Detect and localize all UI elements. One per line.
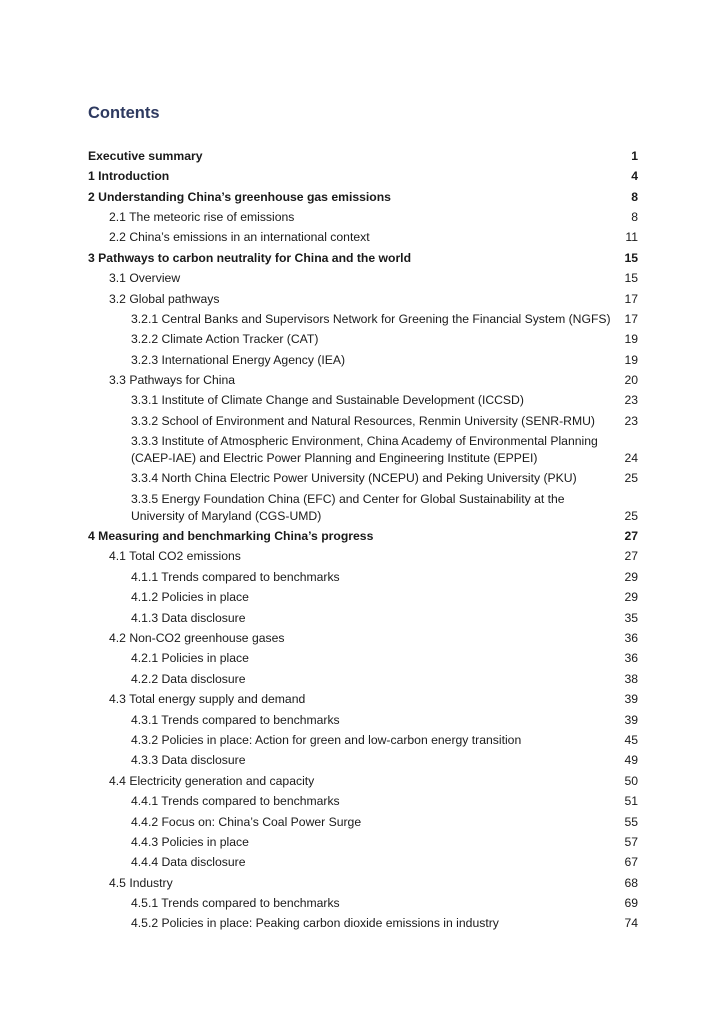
toc-entry-page-number: 8	[631, 209, 638, 224]
toc-entry-page-number: 35	[624, 610, 638, 625]
toc-entry[interactable]	[88, 628, 638, 648]
toc-entry-label: 4.1.3 Data disclosure	[131, 610, 246, 625]
toc-entry-page-number: 19	[624, 332, 638, 347]
toc-entry-page-number: 57	[624, 834, 638, 849]
toc-entry[interactable]	[88, 649, 638, 669]
toc-entry[interactable]	[88, 587, 638, 607]
toc-entry[interactable]	[88, 873, 638, 893]
toc-entry[interactable]	[88, 710, 638, 730]
toc-entry[interactable]	[88, 469, 638, 489]
toc-entry-label: 3.2.1 Central Banks and Supervisors Network for Greening the Financial System (NGFS)	[131, 311, 611, 326]
toc-entry[interactable]	[88, 166, 638, 186]
toc-entry-page-number: 49	[624, 753, 638, 768]
toc-entry-label: 4.1.2 Policies in place	[131, 590, 249, 605]
toc-entry[interactable]	[88, 547, 638, 567]
toc-entry-label: 4.4.2 Focus on: China’s Coal Power Surge	[131, 814, 362, 829]
toc-entry[interactable]	[88, 391, 638, 411]
toc-entry[interactable]	[88, 207, 638, 227]
toc-entry-label: 4.3.2 Policies in place: Action for green and low-carbon energy transition	[131, 732, 522, 747]
toc-entry-label: 4.1 Total CO2 emissions	[109, 549, 241, 564]
toc-entry-page-number: 36	[624, 651, 638, 666]
toc-entry[interactable]	[88, 914, 638, 934]
toc-entry-page-number: 39	[624, 712, 638, 727]
toc-entry-page-number: 25	[624, 471, 638, 486]
toc-entry-label: 4.4.4 Data disclosure	[131, 855, 246, 870]
toc-entry[interactable]	[88, 411, 638, 431]
toc-entry-page-number: 27	[624, 529, 638, 544]
toc-entry[interactable]	[88, 751, 638, 771]
toc-entry-label: 4 Measuring and benchmarking China’s progress	[88, 529, 374, 544]
toc-entry[interactable]	[88, 187, 638, 207]
toc-entry-page-number: 17	[624, 311, 638, 326]
toc-entry[interactable]	[88, 567, 638, 587]
toc-entry-label: 3.2.3 International Energy Agency (IEA)	[131, 352, 346, 367]
toc-entry-label: 3.1 Overview	[109, 271, 181, 286]
toc-entry-label: 3.3 Pathways for China	[109, 373, 236, 388]
toc-entry[interactable]	[88, 689, 638, 709]
toc-entry-page-number: 17	[624, 291, 638, 306]
toc-entry-page-number: 68	[624, 875, 638, 890]
toc-entry-label: 4.4.1 Trends compared to benchmarks	[131, 794, 340, 809]
toc-entry[interactable]	[88, 330, 638, 350]
toc-entry-page-number: 11	[625, 230, 638, 245]
toc-entry-page-number: 20	[624, 373, 638, 388]
toc-entry[interactable]	[88, 248, 638, 268]
toc-entry-page-number: 15	[624, 271, 638, 286]
toc-entry-page-number: 69	[624, 896, 638, 911]
toc-entry-page-number: 8	[631, 189, 638, 204]
toc-entry-label: 4.4.3 Policies in place	[131, 834, 249, 849]
toc-entry[interactable]	[88, 268, 638, 288]
toc-entry-page-number: 74	[624, 916, 638, 931]
toc-entry[interactable]	[88, 431, 638, 468]
toc-entry-label: 3.3.4 North China Electric Power University (NCEPU) and Peking University (PKU)	[131, 471, 577, 486]
contents-heading: Contents	[88, 104, 160, 122]
toc-entry-label: 4.3 Total energy supply and demand	[109, 692, 306, 707]
toc-entry-label: 2 Understanding China’s greenhouse gas emissions	[88, 189, 391, 204]
toc-entry-label: 4.5 Industry	[109, 875, 173, 890]
toc-entry-page-number: 55	[624, 814, 638, 829]
toc-entry[interactable]	[88, 350, 638, 370]
toc-entry[interactable]	[88, 893, 638, 913]
toc-entry-label: 3.3.5 Energy Foundation China (EFC) and Center for Global Sustainability at the University of Maryland (CGS-UMD)	[131, 491, 565, 523]
toc-entry-label: 4.2 Non-CO2 greenhouse gases	[109, 630, 285, 645]
toc-entry[interactable]	[88, 489, 638, 526]
table-of-contents	[88, 146, 638, 934]
toc-entry[interactable]	[88, 812, 638, 832]
toc-entry-label: 3 Pathways to carbon neutrality for China and the world	[88, 250, 412, 265]
toc-entry-page-number: 23	[624, 413, 638, 428]
toc-entry[interactable]	[88, 608, 638, 628]
toc-entry-label: 3.3.1 Institute of Climate Change and Sustainable Development (ICCSD)	[131, 393, 524, 408]
toc-entry-page-number: 23	[624, 393, 638, 408]
toc-entry-label: 3.3.2 School of Environment and Natural Resources, Renmin University (SENR-RMU)	[131, 413, 595, 428]
toc-entry-label: 4.3.1 Trends compared to benchmarks	[131, 712, 340, 727]
toc-entry-page-number: 50	[624, 773, 638, 788]
toc-entry-page-number: 24	[624, 451, 638, 466]
toc-entry[interactable]	[88, 791, 638, 811]
toc-entry-page-number: 36	[624, 630, 638, 645]
toc-entry-page-number: 29	[624, 590, 638, 605]
toc-entry-page-number: 38	[624, 671, 638, 686]
toc-entry[interactable]	[88, 526, 638, 546]
toc-entry-page-number: 27	[624, 549, 638, 564]
toc-entry-label: 4.3.3 Data disclosure	[131, 753, 246, 768]
toc-entry-label: 4.4 Electricity generation and capacity	[109, 773, 315, 788]
toc-entry[interactable]	[88, 730, 638, 750]
toc-entry-label: 1 Introduction	[88, 169, 170, 184]
toc-entry[interactable]	[88, 289, 638, 309]
toc-entry-label: Executive summary	[88, 148, 203, 163]
toc-entry[interactable]	[88, 832, 638, 852]
toc-entry-label: 3.2 Global pathways	[109, 291, 220, 306]
toc-entry[interactable]	[88, 669, 638, 689]
toc-entry-label: 2.1 The meteoric rise of emissions	[109, 209, 295, 224]
toc-entry-label: 4.5.1 Trends compared to benchmarks	[131, 896, 340, 911]
toc-entry-label: 4.2.1 Policies in place	[131, 651, 249, 666]
toc-entry-page-number: 19	[624, 352, 638, 367]
toc-entry-page-number: 45	[624, 732, 638, 747]
toc-entry-page-number: 15	[624, 250, 638, 265]
toc-entry-page-number: 4	[631, 169, 638, 184]
toc-entry-label: 4.5.2 Policies in place: Peaking carbon dioxide emissions in industry	[131, 916, 499, 931]
toc-entry-label: 2.2 China’s emissions in an international context	[109, 230, 370, 245]
toc-entry-label: 3.2.2 Climate Action Tracker (CAT)	[131, 332, 319, 347]
toc-entry[interactable]	[88, 771, 638, 791]
toc-entry-page-number: 39	[624, 692, 638, 707]
toc-entry-page-number: 29	[624, 569, 638, 584]
toc-entry[interactable]	[88, 370, 638, 390]
toc-entry-page-number: 51	[624, 794, 638, 809]
toc-entry[interactable]	[88, 309, 638, 329]
toc-entry-label: 3.3.3 Institute of Atmospheric Environment, China Academy of Environmental Planning (CAEP-IAE) and Electric Power Planning and Engineering Institute (EPPEI)	[131, 434, 598, 466]
toc-entry-label: 4.1.1 Trends compared to benchmarks	[131, 569, 340, 584]
toc-entry-page-number: 67	[624, 855, 638, 870]
toc-entry-page-number: 1	[631, 148, 638, 163]
toc-entry[interactable]	[88, 228, 638, 248]
toc-entry[interactable]	[88, 852, 638, 872]
toc-entry[interactable]	[88, 146, 638, 166]
toc-entry-page-number: 25	[624, 508, 638, 523]
toc-entry-label: 4.2.2 Data disclosure	[131, 671, 246, 686]
